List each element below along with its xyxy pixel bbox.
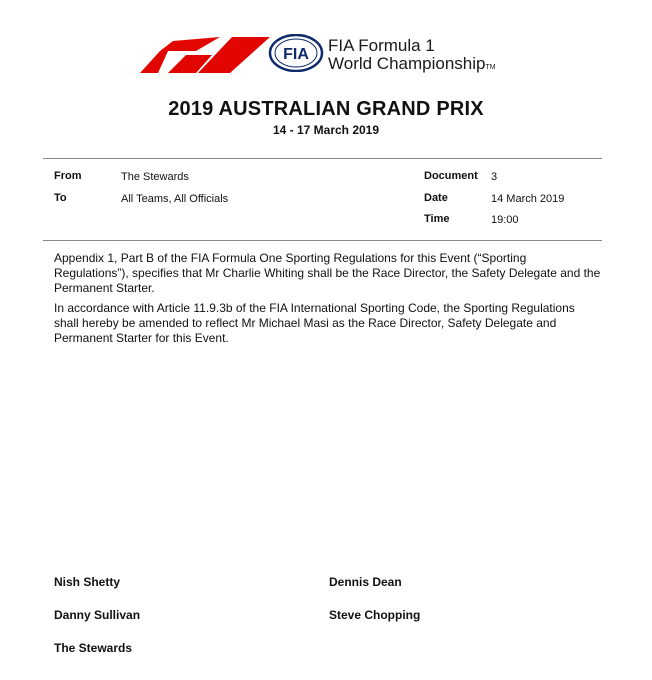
body-paragraph-2: In accordance with Article 11.9.3b of the FIA International Sporting Code, the Sporting Regulations shall hereby be amended to reflect Mr Michael Masi as the Race Director, Safety Delegate and Permanent Starter for this Event. <box>54 301 575 345</box>
document-body <box>54 251 602 351</box>
signature-name-2: Dennis Dean <box>329 575 402 589</box>
f1-logo-icon <box>138 37 270 73</box>
document-label: Document <box>424 170 478 182</box>
event-title: 2019 AUSTRALIAN GRAND PRIX <box>168 98 484 120</box>
wordmark-line2-text: World Championship <box>328 54 486 73</box>
signature-name-4: Steve Chopping <box>329 608 421 622</box>
wordmark-line2 <box>328 55 496 77</box>
to-value: All Teams, All Officials <box>121 193 229 205</box>
date-label: Date <box>424 192 448 204</box>
document-value: 3 <box>491 171 498 183</box>
fia-badge-icon <box>268 34 324 72</box>
time-value: 19:00 <box>491 214 519 226</box>
body-paragraph-1: Appendix 1, Part B of the FIA Formula One Sporting Regulations for this Event (“Sporting Regulations”), specifies that Mr Charlie Whiting shall be the Race Director, the Safety Delegate and the Permanent Starter. <box>54 251 601 295</box>
signature-name-1: Nish Shetty <box>54 575 121 589</box>
event-dates: 14 - 17 March 2019 <box>272 123 380 137</box>
championship-wordmark <box>328 37 496 77</box>
from-value: The Stewards <box>121 171 189 183</box>
from-label: From <box>54 170 82 182</box>
to-label: To <box>54 192 67 204</box>
header-logo <box>138 34 538 78</box>
date-value: 14 March 2019 <box>491 193 565 205</box>
svg-text:FIA: FIA <box>283 46 309 63</box>
divider-top <box>43 158 602 159</box>
trademark-symbol: TM <box>485 64 496 71</box>
time-label: Time <box>424 213 450 225</box>
signature-closing: The Stewards <box>54 641 133 655</box>
divider-bottom <box>43 240 602 241</box>
wordmark-line1: FIA Formula 1 <box>328 36 435 55</box>
signature-name-3: Danny Sullivan <box>54 608 141 622</box>
